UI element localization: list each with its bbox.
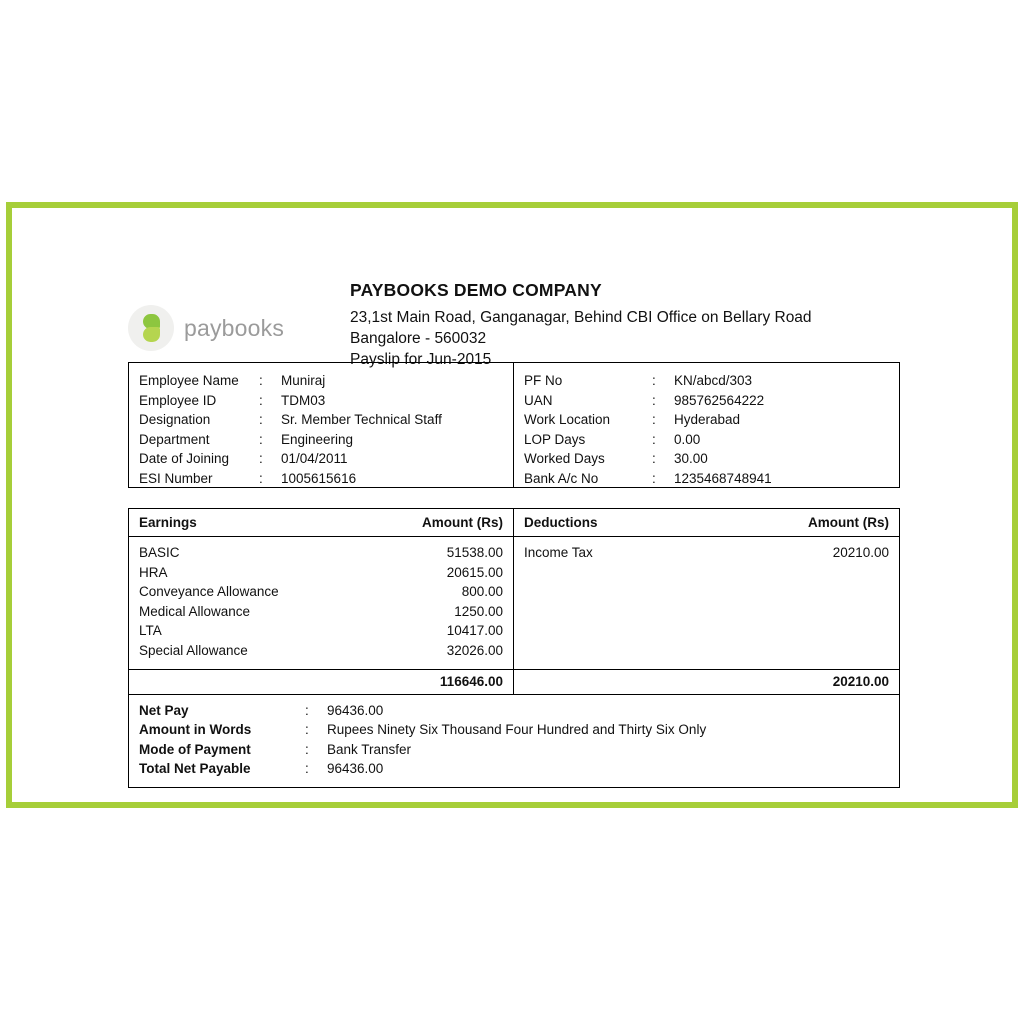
info-label: Bank A/c No xyxy=(524,470,599,486)
info-separator: : xyxy=(259,451,263,467)
info-value: KN/abcd/303 xyxy=(674,373,753,388)
table-row xyxy=(139,543,503,563)
earnings-total: 116646.00 xyxy=(129,670,514,694)
summary-row xyxy=(129,740,899,760)
info-value: Sr. Member Technical Staff xyxy=(281,412,442,428)
info-row xyxy=(514,410,899,430)
info-label: LOP Days xyxy=(524,431,586,447)
info-separator: : xyxy=(652,470,656,486)
table-row xyxy=(139,641,503,661)
info-separator: : xyxy=(259,412,263,428)
info-separator: : xyxy=(652,373,656,388)
earning-amount: 10417.00 xyxy=(446,623,503,639)
info-separator: : xyxy=(259,373,263,388)
info-label: Employee Name xyxy=(139,373,239,388)
deductions-header-amount: Amount (Rs) xyxy=(808,515,889,530)
earnings-header xyxy=(129,509,514,536)
table-row xyxy=(139,563,503,583)
earning-name: Medical Allowance xyxy=(139,603,251,619)
deductions-column xyxy=(514,537,899,669)
earning-amount: 1250.00 xyxy=(454,603,503,619)
table-row xyxy=(139,602,503,622)
info-value: 985762564222 xyxy=(674,392,765,408)
info-row xyxy=(129,430,513,450)
payslip-period: Payslip for Jun-2015 xyxy=(350,351,492,368)
earning-name: Conveyance Allowance xyxy=(139,584,279,600)
summary-value: 96436.00 xyxy=(327,761,384,777)
info-row xyxy=(129,449,513,469)
deductions-total: 20210.00 xyxy=(832,673,889,689)
earning-name: Special Allowance xyxy=(139,642,248,658)
info-row xyxy=(514,469,899,489)
info-label: Designation xyxy=(139,412,211,428)
info-value: 0.00 xyxy=(674,431,701,447)
info-separator: : xyxy=(259,470,263,486)
info-label: ESI Number xyxy=(139,470,213,486)
summary-value: Bank Transfer xyxy=(327,741,412,757)
logo-wordmark: paybooks xyxy=(184,314,285,341)
earning-amount: 20615.00 xyxy=(446,564,503,580)
info-row xyxy=(514,371,899,391)
info-value: 30.00 xyxy=(674,451,708,467)
employee-info-right-column xyxy=(514,363,899,487)
info-value: 1005615616 xyxy=(281,470,357,486)
summary-label: Total Net Payable xyxy=(139,761,251,777)
summary-separator: : xyxy=(305,702,309,718)
leaf-icon xyxy=(128,305,174,351)
info-row xyxy=(514,449,899,469)
table-row xyxy=(139,582,503,602)
info-separator: : xyxy=(652,392,656,408)
summary-value: 96436.00 xyxy=(327,702,384,718)
earnings-header-label: Earnings xyxy=(139,515,197,530)
employee-info-left-column xyxy=(129,363,514,487)
payslip-sheet xyxy=(18,222,1006,788)
info-value: TDM03 xyxy=(281,392,326,408)
info-row xyxy=(514,430,899,450)
deductions-header xyxy=(514,509,899,536)
company-address: 23,1st Main Road, Ganganagar, Behind CBI Office on Bellary Road xyxy=(350,309,812,326)
payslip-summary xyxy=(129,695,899,787)
earning-name: HRA xyxy=(139,564,168,580)
info-value: Engineering xyxy=(281,431,354,447)
info-separator: : xyxy=(652,412,656,428)
info-separator: : xyxy=(652,431,656,447)
deduction-name: Income Tax xyxy=(524,545,593,560)
info-row xyxy=(129,410,513,430)
summary-value: Rupees Ninety Six Thousand Four Hundred and Thirty Six Only xyxy=(327,722,707,738)
summary-separator: : xyxy=(305,761,309,777)
info-label: PF No xyxy=(524,373,563,388)
summary-label: Mode of Payment xyxy=(139,741,251,757)
info-label: Work Location xyxy=(524,412,611,428)
info-label: Employee ID xyxy=(139,392,217,408)
table-row xyxy=(139,621,503,641)
company-city-pin: Bangalore - 560032 xyxy=(350,330,487,347)
info-label: UAN xyxy=(524,392,553,408)
summary-label: Net Pay xyxy=(139,702,189,718)
earnings-deductions-table xyxy=(128,508,900,788)
deductions-header-label: Deductions xyxy=(524,515,598,530)
info-row xyxy=(129,469,513,489)
paybooks-logo xyxy=(128,300,318,356)
earnings-column xyxy=(129,537,514,669)
info-value: 1235468748941 xyxy=(674,470,772,486)
info-separator: : xyxy=(652,451,656,467)
info-label: Worked Days xyxy=(524,451,605,467)
info-value: Muniraj xyxy=(281,373,326,388)
info-row xyxy=(514,391,899,411)
summary-row xyxy=(129,701,899,721)
payslip-header xyxy=(128,252,928,368)
info-label: Department xyxy=(139,431,210,447)
employee-info-box xyxy=(128,362,900,488)
info-value: Hyderabad xyxy=(674,412,741,428)
earning-name: BASIC xyxy=(139,545,180,560)
earnings-header-amount: Amount (Rs) xyxy=(422,515,503,530)
info-label: Date of Joining xyxy=(139,451,230,467)
company-name: PAYBOOKS DEMO COMPANY xyxy=(350,280,602,300)
info-separator: : xyxy=(259,392,263,408)
earning-amount: 32026.00 xyxy=(446,642,503,658)
earning-name: LTA xyxy=(139,623,162,639)
info-value: 01/04/2011 xyxy=(281,451,348,467)
table-total-row xyxy=(129,670,899,695)
table-header-row xyxy=(129,509,899,537)
info-row xyxy=(129,391,513,411)
info-separator: : xyxy=(259,431,263,447)
summary-row xyxy=(129,759,899,779)
table-row xyxy=(524,543,889,563)
deduction-amount: 20210.00 xyxy=(832,545,889,560)
summary-label: Amount in Words xyxy=(139,722,252,738)
info-row xyxy=(129,371,513,391)
summary-separator: : xyxy=(305,741,309,757)
table-body xyxy=(129,537,899,670)
company-block xyxy=(350,280,990,370)
earning-amount: 800.00 xyxy=(461,584,503,600)
summary-row xyxy=(129,720,899,740)
earning-amount: 51538.00 xyxy=(446,545,503,560)
summary-separator: : xyxy=(305,722,309,738)
